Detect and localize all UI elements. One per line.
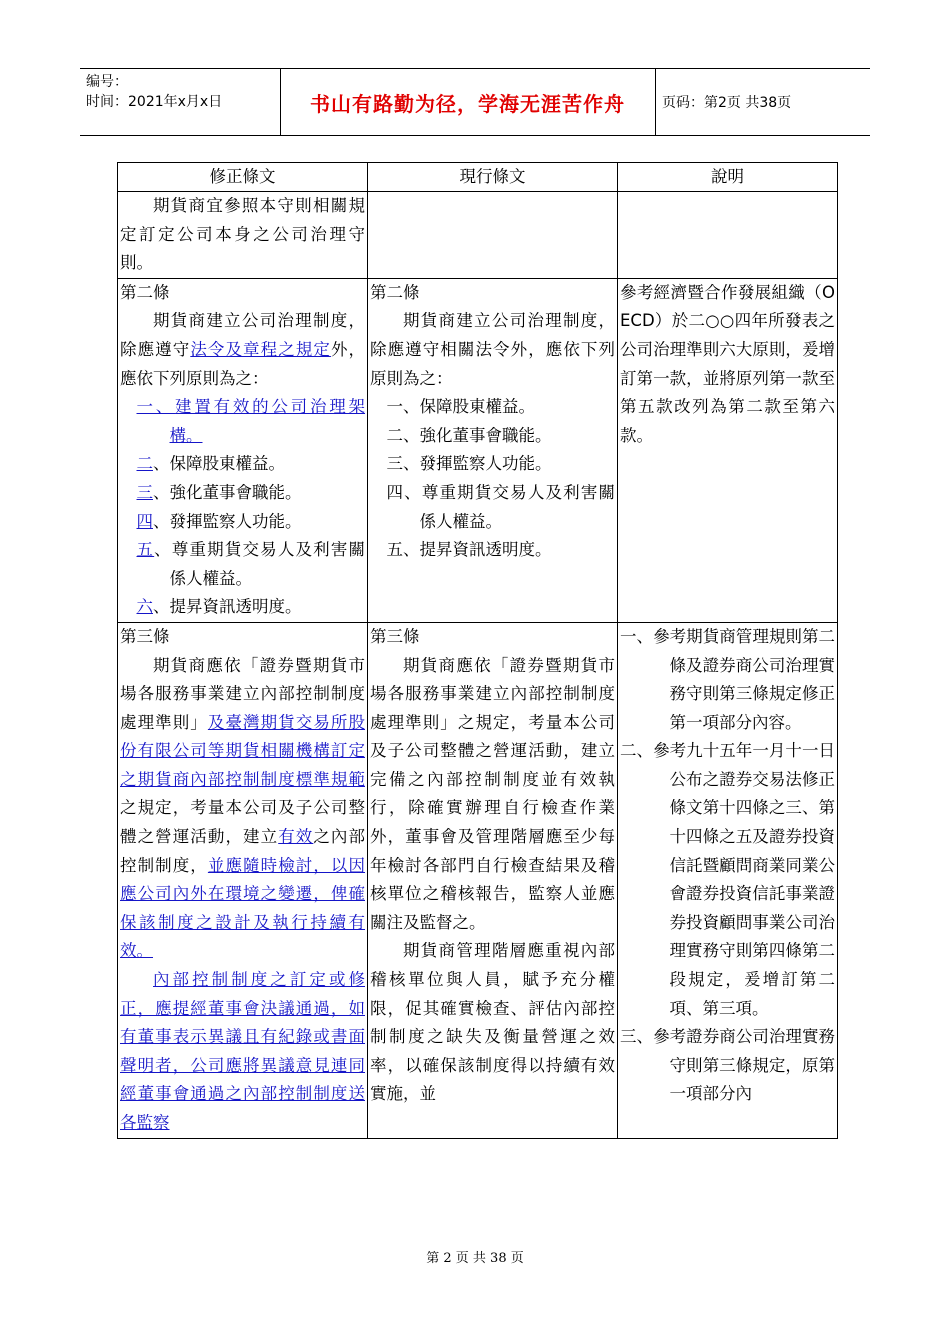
revised-text: [118, 278, 368, 622]
explanation-items: [620, 623, 835, 1109]
current-text: [368, 192, 618, 279]
amendment-table: [117, 162, 838, 1139]
page-footer: 第 2 页 共 38 页: [426, 1251, 524, 1266]
amended-link[interactable]: 六: [136, 597, 153, 617]
amended-link[interactable]: 二: [136, 454, 153, 474]
list-item: 四、發揮監察人功能。: [136, 511, 302, 531]
amended-link[interactable]: 有效: [278, 827, 314, 847]
table-row: [118, 192, 838, 279]
list-item: 二、保障股東權益。: [136, 454, 285, 474]
explanation-text: [618, 192, 838, 279]
article-body: 期貨商建立公司治理制度，除應遵守相關法令外，應依下列原則為之：: [370, 311, 615, 388]
explanation-body: 參考經濟暨合作發展組織（OECD）於二○○四年所發表之公司治理準則六大原則，爰增訂第一款，並將原列第一款至第五款改列為第二款至第六款。: [620, 282, 835, 445]
date-label: 时间：2021年x月x日: [86, 94, 223, 110]
table-row: [118, 622, 838, 1138]
explanation-text: [618, 622, 838, 1138]
list-item: [120, 393, 365, 450]
header-motto: 书山有路勤为径，学海无涯苦作舟: [310, 91, 625, 116]
article-body: [120, 966, 365, 1138]
number-label: 编号：: [86, 74, 128, 90]
list-item: 二、強化董事會職能。: [386, 425, 552, 445]
column-header: 現行條文: [368, 163, 618, 192]
list-item: 三、發揮監察人功能。: [386, 454, 552, 474]
header-divider: [655, 68, 656, 136]
header-page-info: 页码：第2页 共38页: [662, 95, 792, 111]
explanation-text: [618, 278, 838, 622]
list-item: 五、尊重期貨交易人及利害關係人權益。: [136, 540, 366, 588]
amended-link[interactable]: 一、: [136, 397, 176, 417]
list-item: 一、參考期貨商管理規則第二條及證券商公司治理實務守則第三條規定修正第一項部分內容。: [620, 626, 835, 732]
article-title: 第三條: [120, 626, 170, 646]
amended-link[interactable]: 及臺灣期貨交易所股份有限公司等期貨相關機構訂定之期貨商內部控制制度標準規範: [120, 712, 366, 789]
article-body: 期貨商應依「證券暨期貨市場各服務事業建立內部控制制度處理準則」之規定，考量本公司及子公司整體之營運活動，建立完備之內部控制制度並有效執行，除確實辦理自行檢查作業外，董事會及管理階層應至少每年檢討各部門自行檢查結果及稽核單位之稽核報告，監察人並應關注及監督之。: [370, 655, 615, 932]
current-text: [368, 622, 618, 1138]
list-item: 四、尊重期貨交易人及利害關係人權益。: [386, 482, 615, 531]
amended-link[interactable]: 四: [136, 511, 153, 531]
amended-link[interactable]: 內部控制制度之訂定或修正，應提經董事會決議通過，如有董事表示異議且有紀錄或書面聲明者，公司應將異議意見連同經董事會通過之內部控制制度送各監察: [120, 970, 365, 1132]
amended-link[interactable]: 法令及章程之規定: [190, 339, 331, 359]
current-text: [368, 278, 618, 622]
revised-text: [118, 622, 368, 1138]
list-item: 二、參考九十五年一月十一日公布之證券交易法修正條文第十四條之三、第十四條之五及證券投資信託暨顧問商業同業公會證券投資信託事業證券投資顧問事業公司治理實務守則第四條第二段規定，爰增訂第二項、第三項。: [620, 741, 835, 1018]
article-body: 期貨商應依「證券暨期貨市場各服務事業建立內部控制制度處理準則」及臺灣期貨交易所股份有限公司等期貨相關機構訂定之期貨商內部控制制度標準規範之規定，考量本公司及子公司整體之營運活動，建立有效之內部控制制度，並應隨時檢討，以因應公司內外在環境之變遷，俾確保該制度之設計及執行持續有效。: [120, 655, 366, 961]
list-item: 六、提昇資訊透明度。: [136, 597, 302, 617]
list-item: 三、參考證券商公司治理實務守則第三條規定，原第一項部分內: [620, 1027, 835, 1104]
list-item: 一、保障股東權益。: [386, 397, 535, 417]
list-item: 三、強化董事會職能。: [136, 482, 302, 502]
page-header: [80, 68, 870, 136]
list-item: 五、提昇資訊透明度。: [386, 540, 552, 560]
article-title: 第二條: [120, 282, 170, 302]
article-items: [370, 393, 615, 565]
column-header: 修正條文: [118, 163, 368, 192]
column-header: 說明: [618, 163, 838, 192]
table-header-row: [118, 163, 838, 192]
article-items: [120, 393, 365, 622]
header-meta: [86, 72, 222, 112]
article-body: 期貨商管理階層應重視內部稽核單位與人員，賦予充分權限，促其確實檢查、評估內部控制制度之缺失及衡量營運之效率，以確保該制度得以持續有效實施，並: [370, 941, 615, 1104]
amended-link[interactable]: 五: [136, 540, 155, 560]
table-row: [118, 278, 838, 622]
amended-link[interactable]: 並應隨時檢討，以因應公司內外在環境之變遷，俾確保該制度之設計及執行持續有效。: [120, 855, 366, 961]
article-body: 期貨商建立公司治理制度，除應遵守法令及章程之規定外，應依下列原則為之：: [120, 311, 366, 388]
amended-link[interactable]: 建置有效的公司治理架構。: [169, 397, 366, 445]
article-title: 第二條: [370, 282, 420, 302]
revised-text: 期貨商宜參照本守則相關規定訂定公司本身之公司治理守則。: [120, 196, 365, 273]
article-title: 第三條: [370, 626, 420, 646]
amended-link[interactable]: 三: [136, 482, 153, 502]
